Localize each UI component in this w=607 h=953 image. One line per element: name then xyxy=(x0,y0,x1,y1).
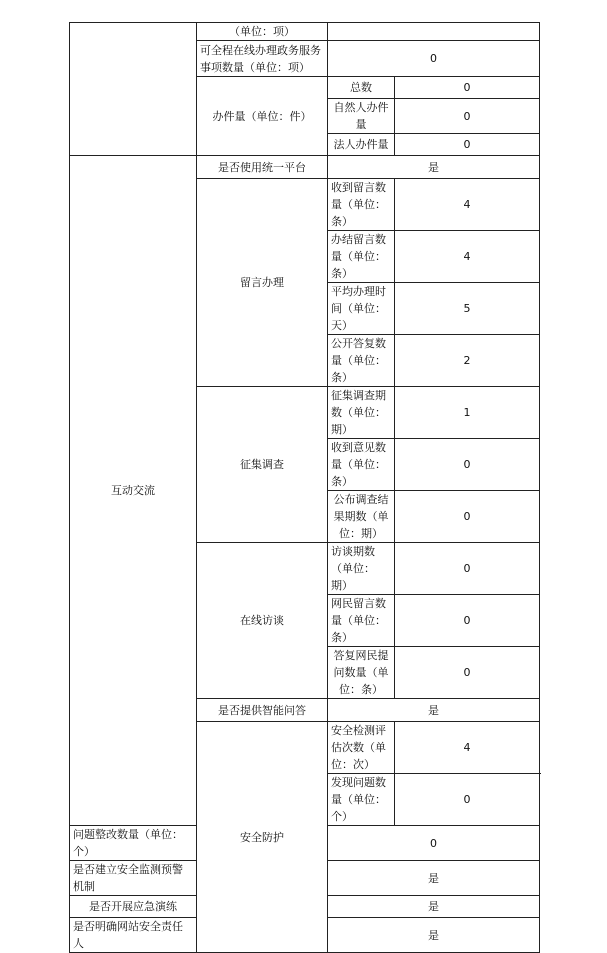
security-row-label: 是否明确网站安全责任人 xyxy=(70,918,197,953)
smart-qa-value: 是 xyxy=(328,699,540,722)
volume-row-label: 法人办件量 xyxy=(328,134,395,156)
interview-row-label: 网民留言数量（单位：条） xyxy=(328,595,395,647)
survey-row-value: 0 xyxy=(395,439,540,491)
security-row-value: 0 xyxy=(395,774,540,826)
message-row-label: 办结留言数量（单位：条） xyxy=(328,231,395,283)
interview-row-value: 0 xyxy=(395,543,540,595)
interview-row-value: 0 xyxy=(395,595,540,647)
message-row-value: 5 xyxy=(395,283,540,335)
interview-label: 在线访谈 xyxy=(197,543,328,699)
security-row-label: 安全检测评估次数（单位：次） xyxy=(328,722,395,774)
volume-row-value: 0 xyxy=(395,99,540,134)
security-row-value: 是 xyxy=(328,896,540,918)
security-row-value: 0 xyxy=(328,826,540,861)
message-row-value: 4 xyxy=(395,179,540,231)
message-row-value: 4 xyxy=(395,231,540,283)
security-section-label: 安全防护 xyxy=(197,722,328,953)
volume-label: 办件量（单位：件） xyxy=(197,77,328,156)
message-handling-label: 留言办理 xyxy=(197,179,328,387)
volume-row-value: 0 xyxy=(395,77,540,99)
volume-row-value: 0 xyxy=(395,134,540,156)
security-row-label: 是否建立安全监测预警机制 xyxy=(70,861,197,896)
security-row-value: 是 xyxy=(328,918,540,953)
smart-qa-label: 是否提供智能问答 xyxy=(197,699,328,722)
security-row-value: 是 xyxy=(328,861,540,896)
unified-platform-label: 是否使用统一平台 xyxy=(197,156,328,179)
volume-row-label: 总数 xyxy=(328,77,395,99)
survey-row-label: 收到意见数量（单位：条） xyxy=(328,439,395,491)
message-row-label: 收到留言数量（单位：条） xyxy=(328,179,395,231)
volume-row-label: 自然人办件量 xyxy=(328,99,395,134)
blank-section-cell xyxy=(70,23,197,156)
message-row-label: 平均办理时间（单位：天） xyxy=(328,283,395,335)
security-row-label: 发现问题数量（单位：个） xyxy=(328,774,395,826)
interview-row-label: 访谈期数（单位：期） xyxy=(328,543,395,595)
survey-row-value: 1 xyxy=(395,387,540,439)
online-matters-label: 可全程在线办理政务服务事项数量（单位：项） xyxy=(197,41,328,77)
blank-value-cell xyxy=(328,23,540,41)
interaction-section-label: 互动交流 xyxy=(70,156,197,826)
survey-row-label: 公布调查结果期数（单位：期） xyxy=(328,491,395,543)
statistics-table xyxy=(69,22,540,953)
survey-label: 征集调查 xyxy=(197,387,328,543)
survey-row-value: 0 xyxy=(395,491,540,543)
security-row-value: 4 xyxy=(395,722,540,774)
security-row-label: 是否开展应急演练 xyxy=(70,896,197,918)
interview-row-value: 0 xyxy=(395,647,540,699)
security-row-label: 问题整改数量（单位：个） xyxy=(70,826,197,861)
unified-platform-value: 是 xyxy=(328,156,540,179)
online-matters-value: 0 xyxy=(328,41,540,77)
message-row-value: 2 xyxy=(395,335,540,387)
unit-item-label: （单位：项） xyxy=(197,23,328,41)
survey-row-label: 征集调查期数（单位：期） xyxy=(328,387,395,439)
message-row-label: 公开答复数量（单位：条） xyxy=(328,335,395,387)
interview-row-label: 答复网民提问数量（单位：条） xyxy=(328,647,395,699)
